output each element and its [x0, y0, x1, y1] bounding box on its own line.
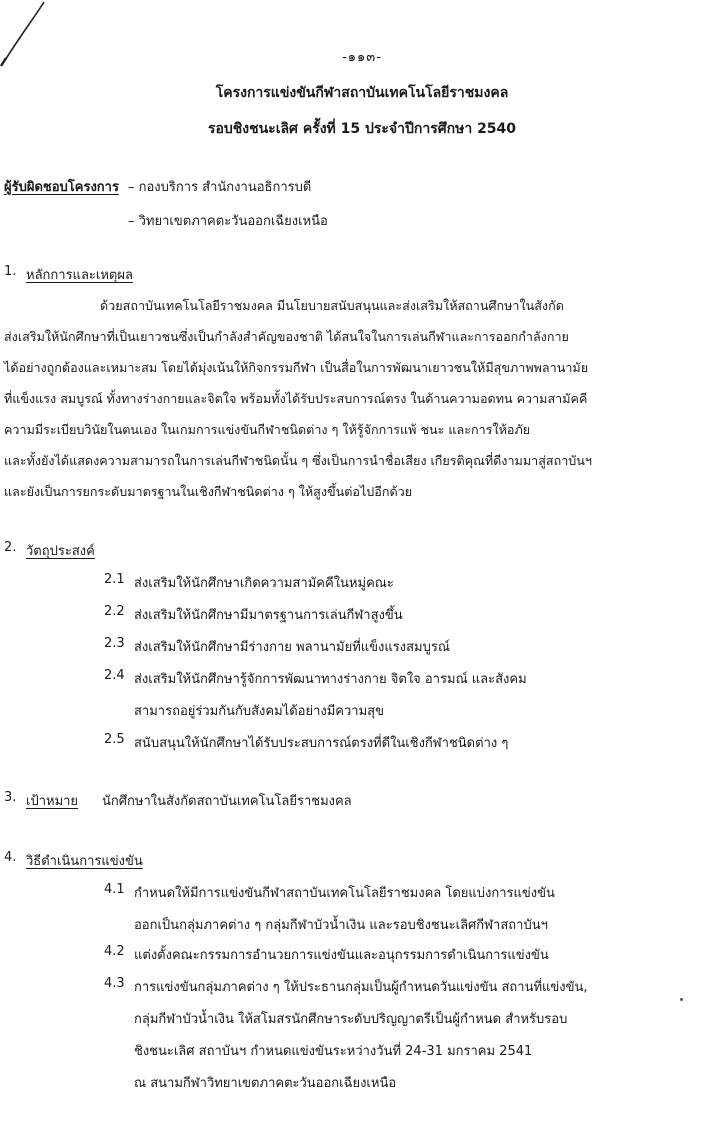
section3-number: 3. — [4, 790, 17, 805]
objective-number: 2.5 — [104, 732, 125, 747]
section4-number: 4. — [4, 850, 17, 865]
paragraph-line: และยังเป็นการยกระดับมาตรฐานในเชิงกีฬาชนิดต่าง ๆ ให้สูงขึ้นต่อไปอีกด้วย — [4, 484, 413, 499]
section2-heading: วัตถุประสงค์ — [26, 544, 95, 559]
section2-number: 2. — [4, 540, 17, 555]
paragraph-line: ได้อย่างถูกต้องและเหมาะสม โดยได้มุ่งเน้นให้กิจกรรมกีฬา เป็นสื่อในการพัฒนาเยาวชนให้มีสุขภาพพลานามัย — [4, 360, 589, 375]
scan-speck — [680, 998, 683, 1001]
procedure-number: 4.1 — [104, 882, 125, 897]
paragraph-line: ที่แข็งแรง สมบูรณ์ ทั้งทางร่างกายและจิตใจ พร้อมทั้งได้รับประสบการณ์ตรง ในด้านความอดทน ความสามัคคี — [4, 391, 588, 406]
objective-number: 2.1 — [104, 572, 125, 587]
procedure-text: ชิงชนะเลิศ สถาบันฯ กำหนดแข่งขันระหว่างวันที่ 24-31 มกราคม 2541 — [134, 1044, 533, 1059]
objective-text: ส่งเสริมให้นักศึกษาเกิดความสามัคคีในหมู่คณะ — [134, 576, 394, 591]
procedure-number: 4.2 — [104, 944, 125, 959]
procedure-text: ณ สนามกีฬาวิทยาเขตภาคตะวันออกเฉียงเหนือ — [134, 1076, 397, 1091]
procedure-text: แต่งตั้งคณะกรรมการอำนวยการแข่งขันและอนุกรรมการดำเนินการแข่งขัน — [134, 948, 549, 963]
procedure-text: กลุ่มกีฬาบัวน้ำเงิน ให้สโมสรนักศึกษาระดับปริญญาตรีเป็นผู้กำหนด สำหรับรอบ — [134, 1012, 568, 1027]
page-number: -๑๑๓- — [342, 50, 382, 65]
objective-text: สนับสนุนให้นักศึกษาได้รับประสบการณ์ตรงที่ดีในเชิงกีฬาชนิดต่าง ๆ — [134, 736, 509, 751]
section1-heading: หลักการและเหตุผล — [26, 268, 133, 283]
section4-heading: วิธีดำเนินการแข่งขัน — [26, 854, 143, 869]
procedure-text: ออกเป็นกลุ่มภาคต่าง ๆ กลุ่มกีฬาบัวน้ำเงิน และรอบชิงชนะเลิศกีฬาสถาบันฯ — [134, 918, 548, 933]
responsible-item: – กองบริการ สำนักงานอธิการบดี — [128, 180, 312, 195]
objective-number: 2.2 — [104, 604, 125, 619]
paragraph-line: ความมีระเบียบวินัยในตนเอง ในเกมการแข่งขันกีฬาชนิดต่าง ๆ ให้รู้จักการแพ้ ชนะ และการให้อภัย — [4, 422, 531, 437]
objective-number: 2.4 — [104, 668, 125, 683]
document-title-line2: รอบชิงชนะเลิศ ครั้งที่ 15 ประจำปีการศึกษา 2540 — [207, 121, 517, 137]
section3-text: นักศึกษาในสังกัดสถาบันเทคโนโลยีราชมงคล — [102, 794, 352, 809]
objective-number: 2.3 — [104, 636, 125, 651]
paragraph-line: ส่งเสริมให้นักศึกษาที่เป็นเยาวชนซึ่งเป็นกำลังสำคัญของชาติ ได้สนใจในการเล่นกีฬาและการออกกำลังกาย — [4, 329, 569, 344]
responsible-label: ผู้รับผิดชอบโครงการ — [4, 180, 119, 195]
objective-text: ส่งเสริมให้นักศึกษามีร่างกาย พลานามัยที่แข็งแรงสมบูรณ์ — [134, 640, 450, 655]
objective-text: ส่งเสริมให้นักศึกษามีมาตรฐานการเล่นกีฬาสูงขึ้น — [134, 608, 403, 623]
responsible-item: – วิทยาเขตภาคตะวันออกเฉียงเหนือ — [128, 214, 328, 229]
paragraph-line: และทั้งยังได้แสดงความสามารถในการเล่นกีฬาชนิดนั้น ๆ ซึ่งเป็นการนำชื่อเสียง เกียรติคุณที่ดีงามมาสู่สถาบันฯ — [4, 453, 592, 468]
objective-text: ส่งเสริมให้นักศึกษารู้จักการพัฒนาทางร่างกาย จิตใจ อารมณ์ และสังคม — [134, 672, 527, 687]
section3-heading: เป้าหมาย — [26, 794, 79, 809]
section1-number: 1. — [4, 264, 17, 279]
paragraph-line: ด้วยสถาบันเทคโนโลยีราชมงคล มีนโยบายสนับสนุนและส่งเสริมให้สถานศึกษาในสังกัด — [100, 298, 564, 313]
procedure-text: การแข่งขันกลุ่มภาคต่าง ๆ ให้ประธานกลุ่มเป็นผู้กำหนดวันแข่งขัน สถานที่แข่งขัน, — [134, 980, 588, 995]
procedure-number: 4.3 — [104, 976, 125, 991]
procedure-text: กำหนดให้มีการแข่งขันกีฬาสถาบันเทคโนโลยีราชมงคล โดยแบ่งการแข่งขัน — [134, 886, 555, 901]
document-title-line1: โครงการแข่งขันกีฬาสถาบันเทคโนโลยีราชมงคล — [215, 85, 509, 101]
objective-text: สามารถอยู่ร่วมกันกับสังคมได้อย่างมีความสุข — [134, 704, 384, 719]
